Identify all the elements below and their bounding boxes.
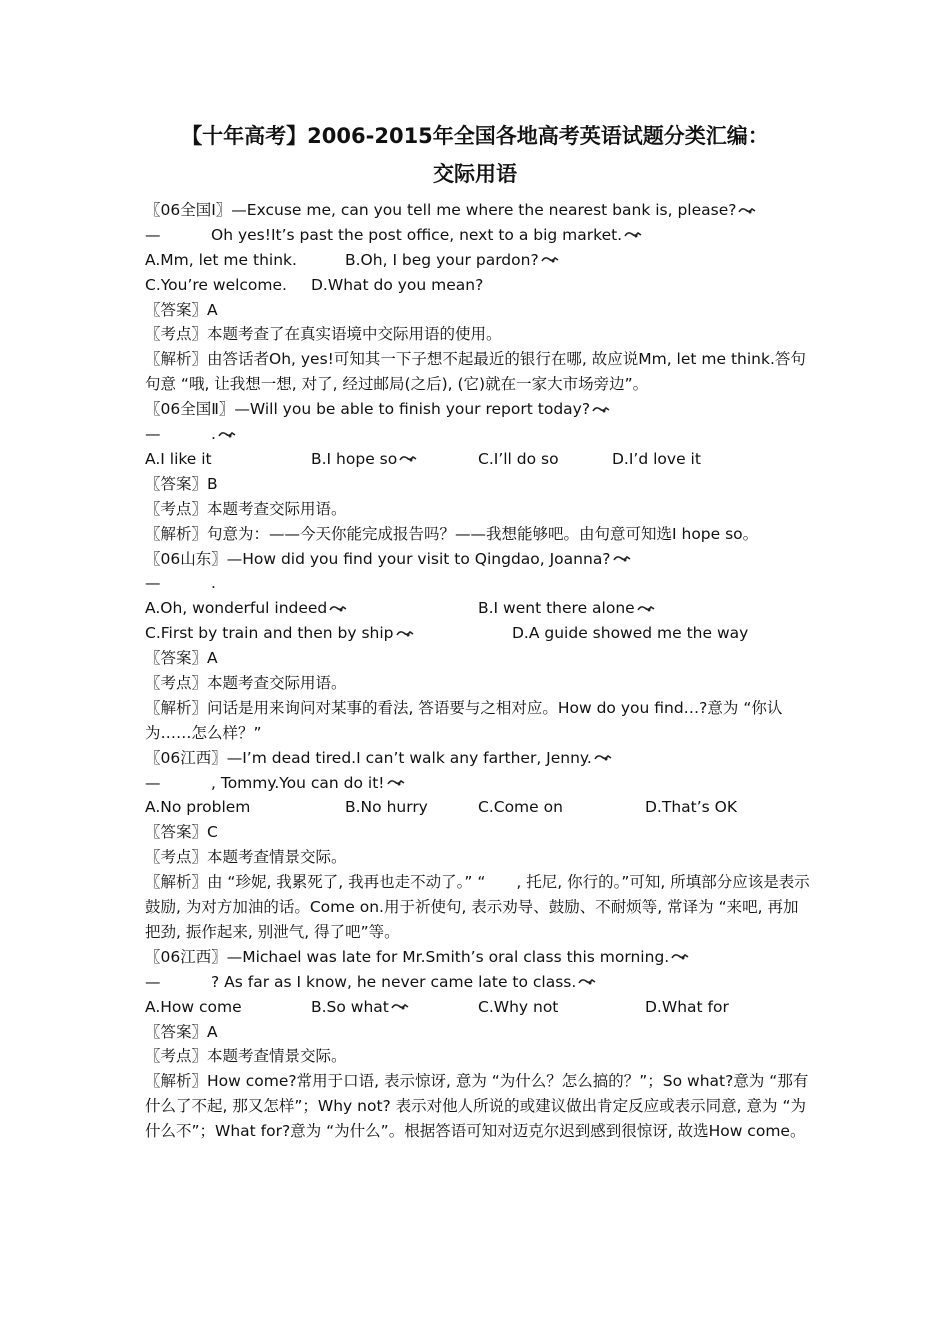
ear-icon <box>624 230 642 240</box>
question-5-header: 〖06江西〗—Michael was late for Mr.Smith’s oral class this morning. <box>145 945 810 970</box>
jiexi: 〖解析〗由 “珍妮, 我累死了, 我再也走不动了。” “ , 托尼, 你行的。”可知, 所填部分应该是表示鼓励, 为对方加油的话。Come on.用于祈使句, 表示劝导、鼓励、不耐烦等, 常译为 “来吧, 再加把劲, 振作起来, 别泄气, 得了吧”等。 <box>145 873 810 941</box>
option-a: A.How come <box>145 997 242 1016</box>
jiexi: 〖解析〗How come?常用于口语, 表示惊讶, 意为 “为什么？怎么搞的？”；So what?意为 “那有什么了不起, 那又怎样”；Why not? 表示对他人所说的或建议做出肯定反应或表示同意, 意为 “为什么不”；What for?意为 “为什么”。根据答语可知对迈克尔迟到感到很惊讶, 故选How come。 <box>145 1072 809 1141</box>
option-b: B.I hope so <box>311 449 398 468</box>
ear-icon <box>613 554 631 564</box>
ear-icon <box>671 952 689 962</box>
ear-icon <box>541 255 559 265</box>
question-1-options-ab <box>145 248 810 273</box>
option-d: D.What do you mean? <box>311 275 484 294</box>
question-1-reply: — Oh yes!It’s past the post office, next to a big market. <box>145 223 810 248</box>
option-d: D.That’s OK <box>645 798 738 817</box>
question-3-options-ab <box>145 596 810 621</box>
answer: 〖答案〗A <box>145 300 218 319</box>
question-3-options-cd <box>145 621 810 646</box>
option-a: A.No problem <box>145 798 251 817</box>
ear-icon <box>738 206 756 216</box>
option-a: A.I like it <box>145 449 212 468</box>
question-4-options <box>145 795 810 820</box>
kaodian: 〖考点〗本题考查情景交际。 <box>145 1047 347 1066</box>
document-subtitle: 交际用语 <box>433 162 517 186</box>
option-d: D.I’d love it <box>612 449 701 468</box>
ear-icon <box>329 604 347 614</box>
ear-icon <box>391 1002 409 1012</box>
ear-icon <box>218 430 236 440</box>
option-a: A.Mm, let me think. <box>145 250 297 269</box>
ear-icon <box>387 778 405 788</box>
ear-icon <box>399 454 417 464</box>
question-2-options <box>145 447 810 472</box>
jiexi: 〖解析〗由答话者Oh, yes!可知其一下子想不起最近的银行在哪, 故应说Mm, let me think.答句句意 “哦, 让我想一想, 对了, 经过邮局(之后), (它)就在一家大市场旁边”。 <box>145 350 806 394</box>
question-1-header: 〖06全国Ⅰ〗—Excuse me, can you tell me where the nearest bank is, please? <box>145 198 810 223</box>
option-c: C.First by train and then by ship <box>145 624 394 643</box>
question-2-header: 〖06全国Ⅱ〗—Will you be able to finish your report today? <box>145 397 810 422</box>
question-4-reply: — , Tommy.You can do it! <box>145 771 810 796</box>
option-b: B.I went there alone <box>478 599 635 618</box>
question-3-reply: — . <box>145 574 216 593</box>
ear-icon <box>637 604 655 614</box>
kaodian: 〖考点〗本题考查情景交际。 <box>145 848 347 867</box>
question-2-reply: — . <box>145 422 810 447</box>
document-title: 【十年高考】2006-2015年全国各地高考英语试题分类汇编： <box>181 124 769 148</box>
answer: 〖答案〗A <box>145 1022 218 1041</box>
answer: 〖答案〗B <box>145 474 218 493</box>
question-1-options-cd <box>145 273 810 298</box>
option-d: D.A guide showed me the way <box>512 624 749 643</box>
option-b: B.No hurry <box>345 798 428 817</box>
ear-icon <box>592 405 610 415</box>
ear-icon <box>578 977 596 987</box>
option-c: C.You’re welcome. <box>145 275 287 294</box>
kaodian: 〖考点〗本题考查交际用语。 <box>145 673 347 692</box>
question-4-header: 〖06江西〗—I’m dead tired.I can’t walk any farther, Jenny. <box>145 746 810 771</box>
answer: 〖答案〗A <box>145 649 218 668</box>
question-5-options <box>145 995 810 1020</box>
kaodian: 〖考点〗本题考查交际用语。 <box>145 499 347 518</box>
option-c: C.Come on <box>478 798 563 817</box>
jiexi: 〖解析〗问话是用来询问对某事的看法, 答语要与之相对应。How do you find…?意为 “你认为……怎么样？” <box>145 698 783 742</box>
option-d: D.What for <box>645 997 729 1016</box>
answer: 〖答案〗C <box>145 823 218 842</box>
jiexi: 〖解析〗句意为：——今天你能完成报告吗？——我想能够吧。由句意可知选I hope so。 <box>145 524 759 543</box>
option-c: C.I’ll do so <box>478 449 559 468</box>
kaodian: 〖考点〗本题考查了在真实语境中交际用语的使用。 <box>145 325 502 344</box>
option-b: B.So what <box>311 997 389 1016</box>
option-b: B.Oh, I beg your pardon? <box>345 250 539 269</box>
document-body <box>145 198 810 1144</box>
option-c: C.Why not <box>478 997 559 1016</box>
question-5-reply: — ? As far as I know, he never came late to class. <box>145 970 810 995</box>
ear-icon <box>594 753 612 763</box>
ear-icon <box>396 629 414 639</box>
question-3-header: 〖06山东〗—How did you find your visit to Qingdao, Joanna? <box>145 547 810 572</box>
option-a: A.Oh, wonderful indeed <box>145 599 328 618</box>
